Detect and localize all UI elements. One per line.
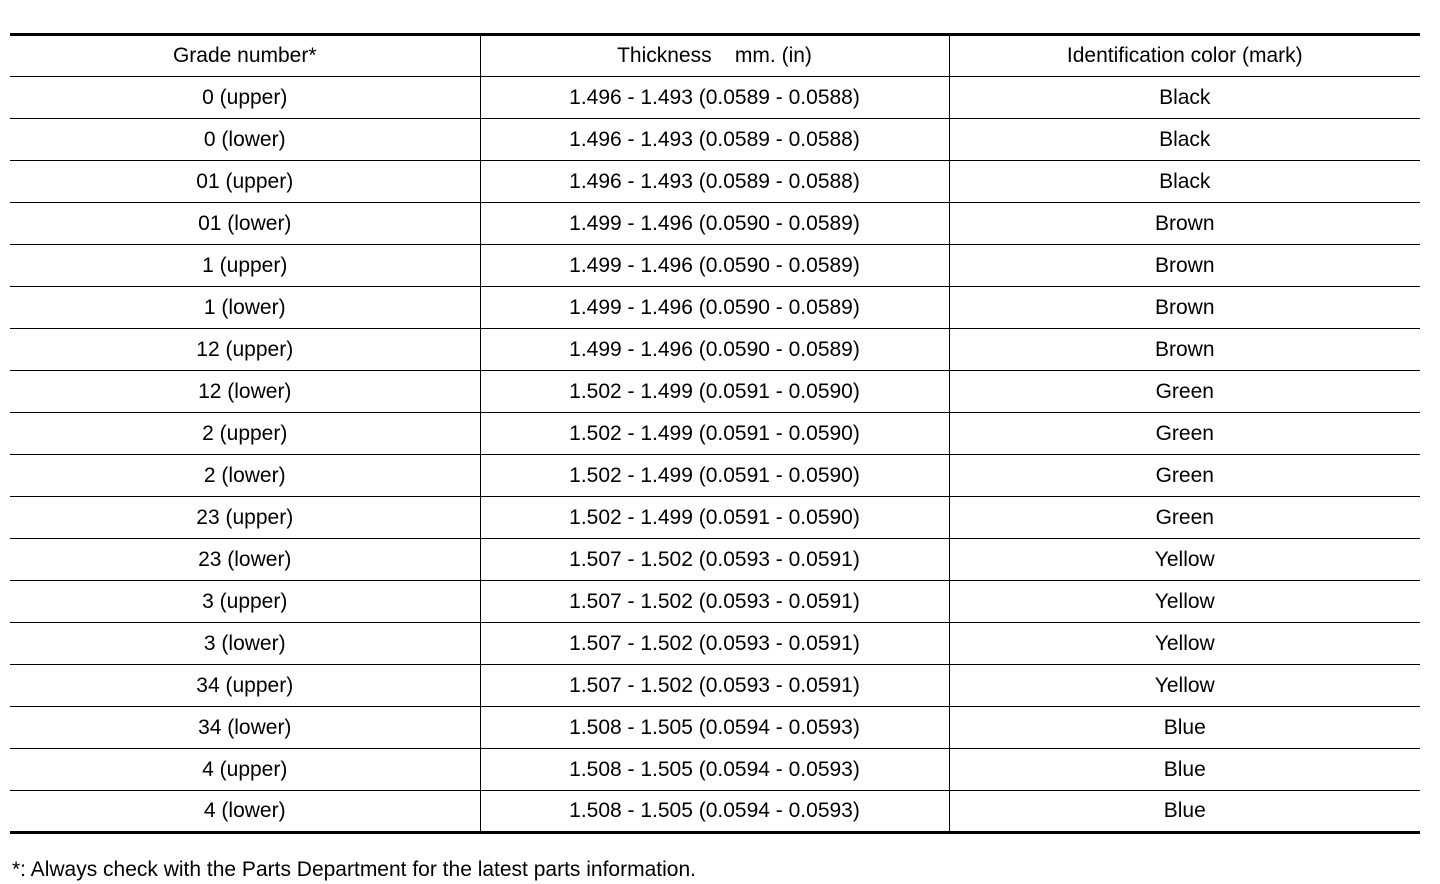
identification-color-cell: Black [949,77,1420,119]
grade-number-cell: 23 (lower) [10,539,480,581]
identification-color-cell: Black [949,119,1420,161]
table-row [10,581,1420,623]
footnote: *: Always check with the Parts Department for the latest parts information. [12,858,696,881]
table-row [10,77,1420,119]
thickness-cell: 1.499 - 1.496 (0.0590 - 0.0589) [480,245,949,287]
bearing-grade-table [10,33,1420,834]
identification-color-cell: Green [949,371,1420,413]
grade-number-cell: 2 (upper) [10,413,480,455]
grade-number-cell: 12 (lower) [10,371,480,413]
grade-number-cell: 0 (lower) [10,119,480,161]
identification-color-cell: Blue [949,749,1420,791]
grade-number-cell: 1 (upper) [10,245,480,287]
header-thickness: Thickness mm. (in) [480,35,949,77]
table-row [10,791,1420,833]
thickness-cell: 1.508 - 1.505 (0.0594 - 0.0593) [480,707,949,749]
thickness-cell: 1.507 - 1.502 (0.0593 - 0.0591) [480,581,949,623]
grade-number-cell: 34 (upper) [10,665,480,707]
thickness-cell: 1.502 - 1.499 (0.0591 - 0.0590) [480,413,949,455]
thickness-cell: 1.499 - 1.496 (0.0590 - 0.0589) [480,287,949,329]
identification-color-cell: Brown [949,329,1420,371]
table-body [10,77,1420,833]
table-row [10,287,1420,329]
identification-color-cell: Blue [949,707,1420,749]
table-row [10,245,1420,287]
table-row [10,707,1420,749]
thickness-cell: 1.496 - 1.493 (0.0589 - 0.0588) [480,119,949,161]
table-row [10,665,1420,707]
identification-color-cell: Brown [949,245,1420,287]
grade-number-cell: 3 (upper) [10,581,480,623]
bearing-grade-table-container [10,33,1420,834]
table-row [10,455,1420,497]
table-row [10,623,1420,665]
table-row [10,161,1420,203]
grade-number-cell: 3 (lower) [10,623,480,665]
identification-color-cell: Yellow [949,623,1420,665]
table-row [10,119,1420,161]
thickness-cell: 1.508 - 1.505 (0.0594 - 0.0593) [480,749,949,791]
thickness-cell: 1.508 - 1.505 (0.0594 - 0.0593) [480,791,949,833]
identification-color-cell: Brown [949,203,1420,245]
grade-number-cell: 01 (lower) [10,203,480,245]
grade-number-cell: 01 (upper) [10,161,480,203]
identification-color-cell: Yellow [949,665,1420,707]
thickness-cell: 1.502 - 1.499 (0.0591 - 0.0590) [480,497,949,539]
identification-color-cell: Brown [949,287,1420,329]
identification-color-cell: Blue [949,791,1420,833]
grade-number-cell: 1 (lower) [10,287,480,329]
identification-color-cell: Green [949,455,1420,497]
header-identification-color: Identification color (mark) [949,35,1420,77]
identification-color-cell: Green [949,413,1420,455]
table-row [10,203,1420,245]
thickness-cell: 1.507 - 1.502 (0.0593 - 0.0591) [480,665,949,707]
grade-number-cell: 12 (upper) [10,329,480,371]
table-row [10,329,1420,371]
grade-number-cell: 2 (lower) [10,455,480,497]
grade-number-cell: 34 (lower) [10,707,480,749]
identification-color-cell: Yellow [949,539,1420,581]
thickness-cell: 1.502 - 1.499 (0.0591 - 0.0590) [480,455,949,497]
thickness-cell: 1.499 - 1.496 (0.0590 - 0.0589) [480,203,949,245]
grade-number-cell: 4 (lower) [203,799,286,822]
grade-number-cell: 0 (upper) [10,77,480,119]
identification-color-cell: Black [949,161,1420,203]
table-header-row [10,35,1420,77]
header-grade-number: Grade number* [10,35,480,77]
grade-number-cell: 23 (upper) [10,497,480,539]
thickness-cell: 1.502 - 1.499 (0.0591 - 0.0590) [480,371,949,413]
table-row [10,497,1420,539]
table-row [10,539,1420,581]
thickness-cell: 1.496 - 1.493 (0.0589 - 0.0588) [480,77,949,119]
table-row [10,371,1420,413]
thickness-cell: 1.507 - 1.502 (0.0593 - 0.0591) [480,623,949,665]
thickness-cell: 1.507 - 1.502 (0.0593 - 0.0591) [480,539,949,581]
table-row [10,413,1420,455]
grade-number-cell: 4 (upper) [10,749,480,791]
thickness-cell: 1.496 - 1.493 (0.0589 - 0.0588) [480,161,949,203]
identification-color-cell: Yellow [949,581,1420,623]
thickness-cell: 1.499 - 1.496 (0.0590 - 0.0589) [480,329,949,371]
table-row [10,749,1420,791]
identification-color-cell: Green [949,497,1420,539]
